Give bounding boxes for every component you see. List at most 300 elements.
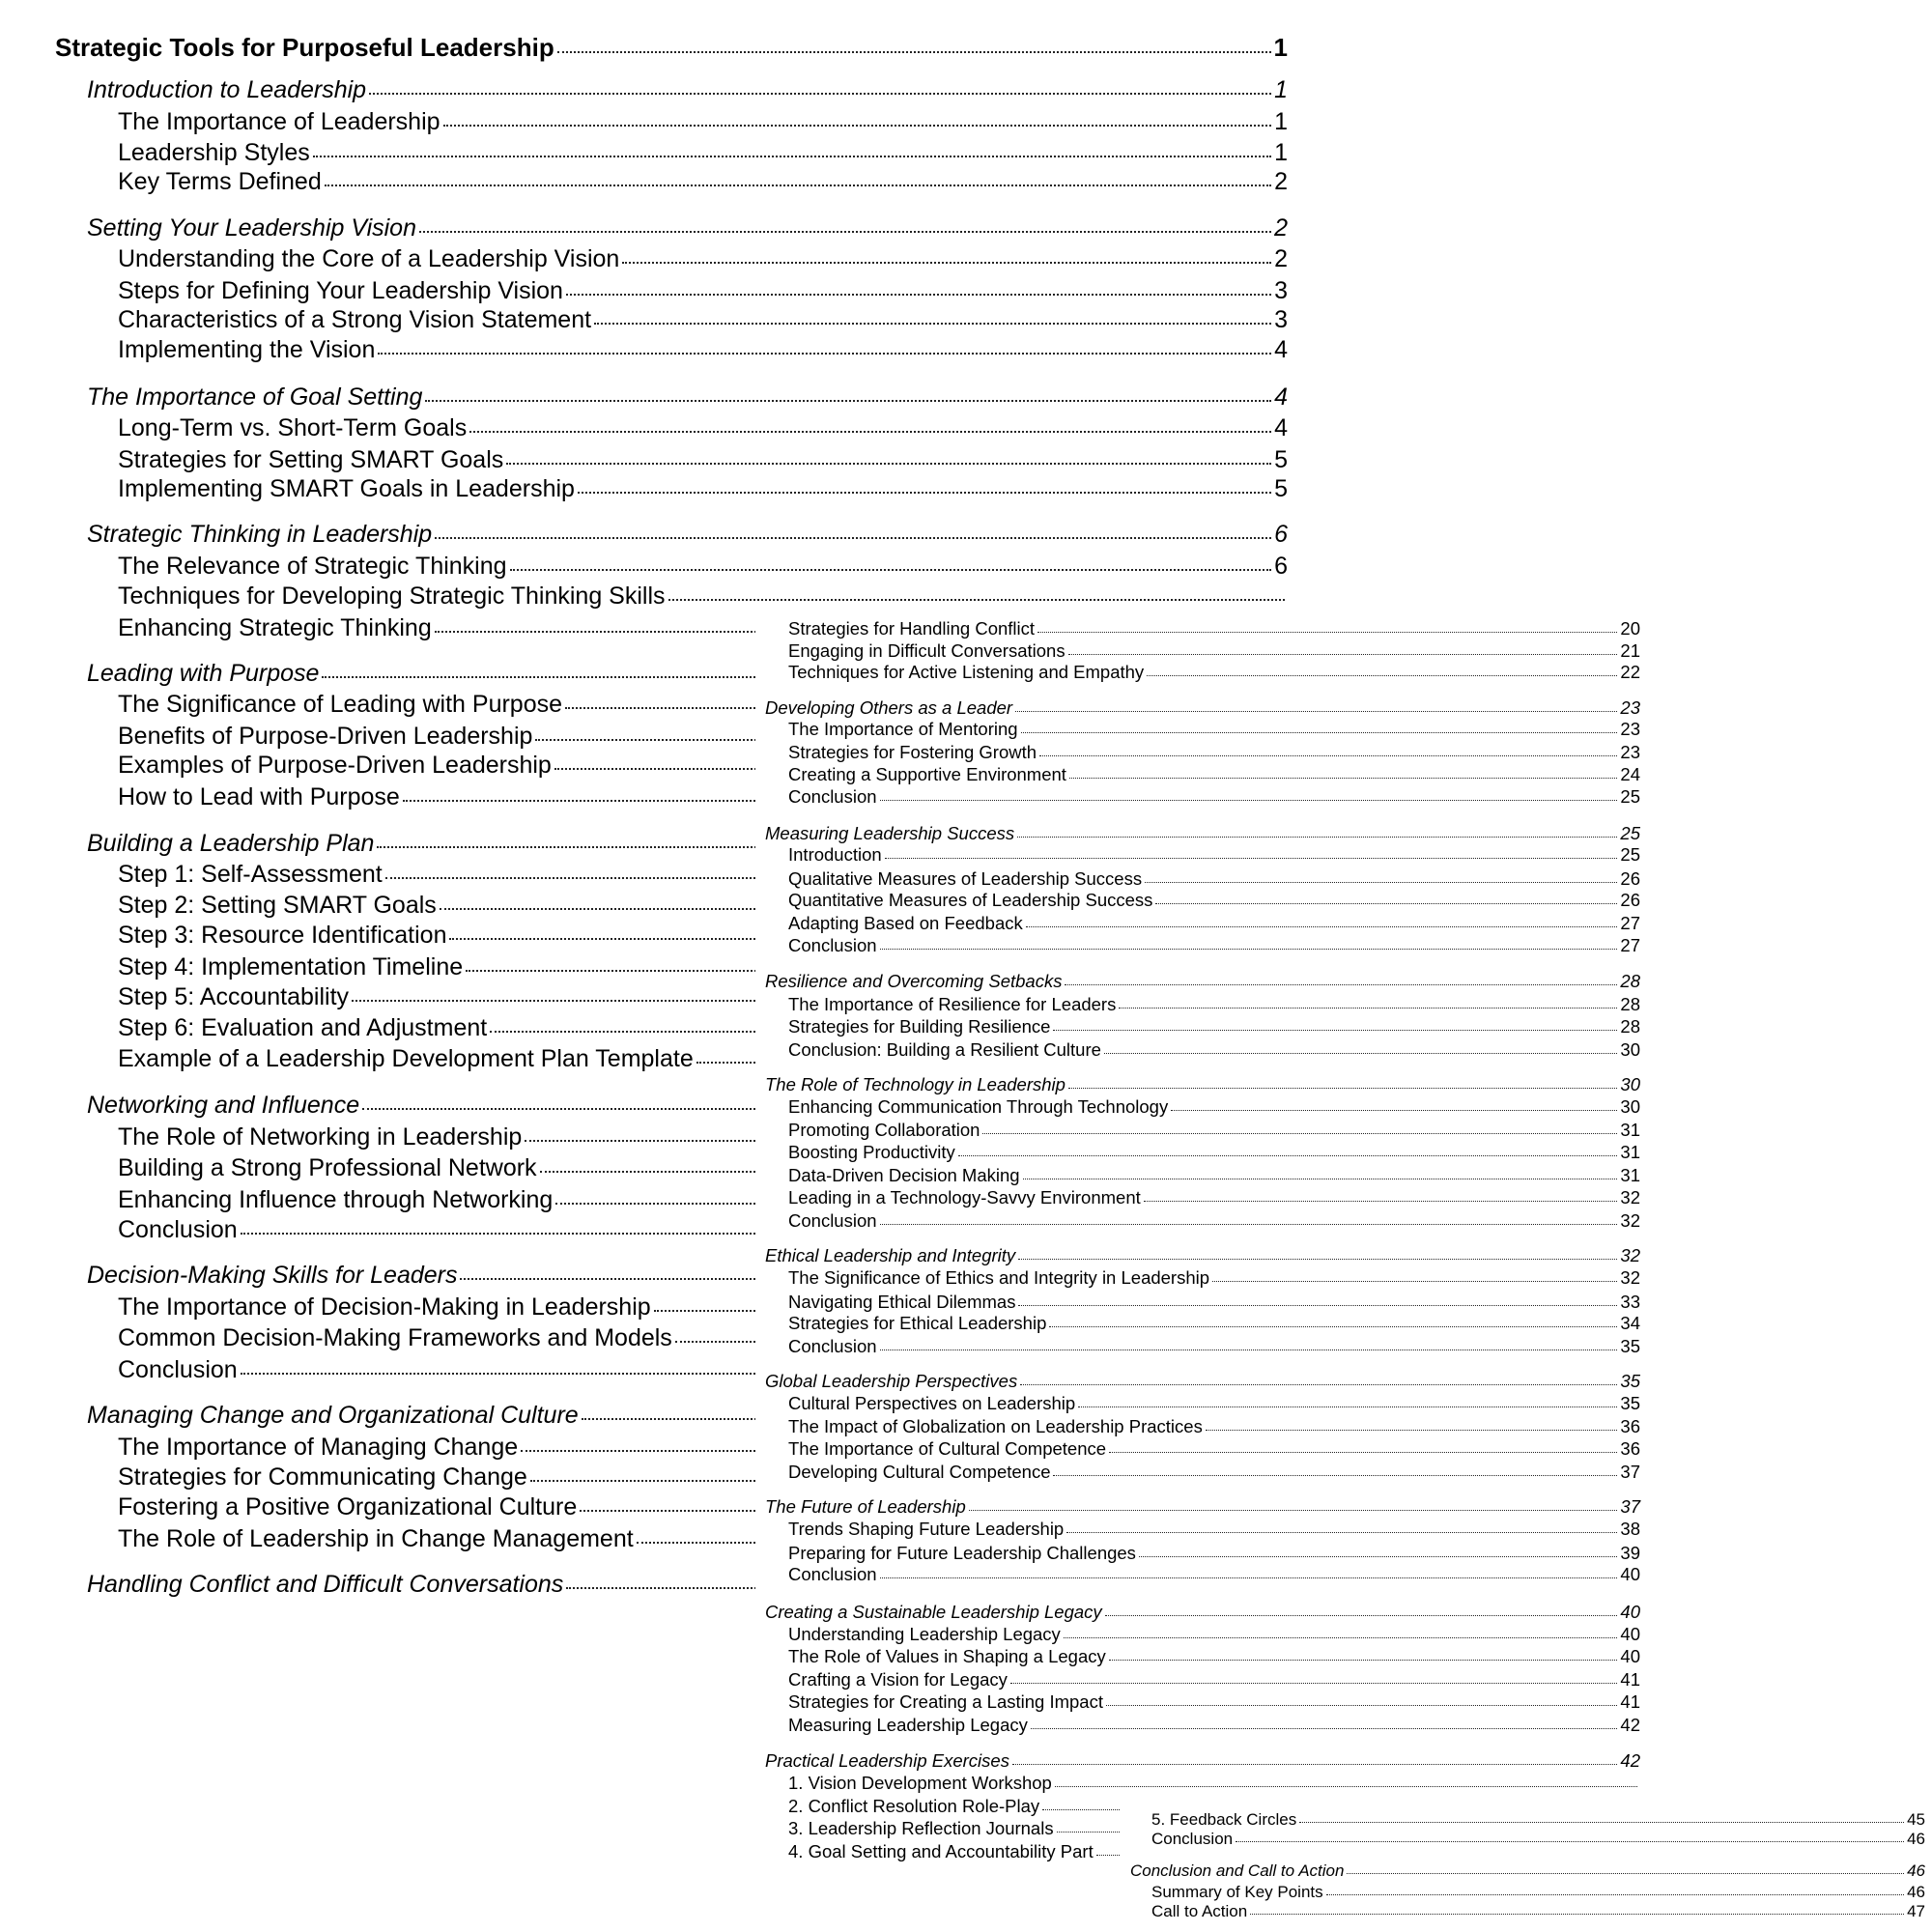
dot-leader [1066, 1531, 1617, 1533]
toc-entry-title: The Importance of Resilience for Leaders [788, 994, 1117, 1014]
toc-entry[interactable] [788, 994, 1640, 1015]
toc-entry-page: 25 [1620, 786, 1640, 807]
toc-entry-title: The Importance of Decision-Making in Leadership [118, 1293, 651, 1321]
toc-entry-page: 25 [1620, 823, 1640, 843]
toc-entry-title: Measuring Leadership Legacy [788, 1715, 1028, 1735]
toc-entry-title: Resilience and Overcoming Setbacks [765, 971, 1063, 991]
toc-entry-title: Common Decision-Making Frameworks and Models [118, 1324, 672, 1351]
toc-entry-title: The Role of Networking in Leadership [118, 1123, 523, 1151]
toc-entry-page: 30 [1620, 1096, 1640, 1117]
toc-entry-page: 40 [1620, 1564, 1640, 1584]
toc-entry-page: 37 [1620, 1496, 1640, 1517]
toc-entry[interactable] [788, 1715, 1640, 1736]
toc-entry-title: Step 4: Implementation Timeline [118, 953, 464, 980]
toc-entry-page: 46 [1907, 1883, 1925, 1901]
toc-entry[interactable] [788, 1393, 1640, 1414]
toc-entry[interactable] [788, 913, 1640, 934]
toc-entry-title: 5. Feedback Circles [1151, 1810, 1297, 1829]
toc-entry-title: The Importance of Managing Change [118, 1434, 519, 1461]
toc-entry-page: 36 [1620, 1438, 1640, 1459]
toc-entry-title: Strategies for Setting SMART Goals [118, 446, 504, 473]
toc-entry-title: Handling Conflict and Difficult Conversations [87, 1571, 564, 1598]
toc-entry[interactable] [788, 890, 1640, 911]
toc-entry-title: Summary of Key Points [1151, 1883, 1323, 1901]
dot-leader [1023, 1178, 1618, 1179]
toc-entry-page: 33 [1620, 1292, 1640, 1312]
toc-entry-page: 23 [1620, 697, 1640, 718]
toc-entry[interactable] [118, 414, 1288, 442]
toc-entry-page: 31 [1620, 1142, 1640, 1162]
toc-entry[interactable] [788, 1142, 1640, 1163]
dot-leader [1049, 1325, 1617, 1327]
toc-entry[interactable] [788, 1096, 1640, 1118]
toc-entry-title: Understanding Leadership Legacy [788, 1624, 1061, 1644]
toc-entry-title: Engaging in Difficult Conversations [788, 640, 1065, 661]
toc-entry-title: 4. Goal Setting and Accountability Part [788, 1841, 1094, 1861]
toc-entry[interactable] [765, 1371, 1640, 1392]
toc-entry-page: 35 [1620, 1393, 1640, 1413]
toc-entry-title: Leading in a Technology-Savvy Environment [788, 1187, 1141, 1208]
toc-entry-title: Strategies for Ethical Leadership [788, 1313, 1047, 1333]
toc-entry-page: 42 [1620, 1715, 1640, 1735]
toc-entry-title: Building a Strong Professional Network [118, 1154, 537, 1181]
toc-entry-page: 40 [1620, 1624, 1640, 1644]
toc-entry-title: Step 5: Accountability [118, 983, 350, 1010]
toc-entry[interactable] [788, 1624, 1640, 1645]
toc-entry[interactable] [118, 168, 1288, 196]
dot-leader [1010, 1682, 1617, 1684]
dot-leader [578, 491, 1271, 494]
toc-entry-title: Strategies for Fostering Growth [788, 742, 1037, 762]
dot-leader [1078, 1406, 1617, 1407]
toc-entry-title: Strategies for Communicating Change [118, 1463, 527, 1491]
toc-entry-title: Step 3: Resource Identification [118, 922, 447, 949]
toc-entry-page: 47 [1907, 1902, 1925, 1920]
dot-leader [1299, 1821, 1904, 1823]
toc-entry-page: 20 [1620, 618, 1640, 639]
toc-entry-page: 2 [1274, 168, 1288, 195]
toc-entry-title: Promoting Collaboration [788, 1120, 980, 1140]
dot-leader [1105, 1614, 1618, 1616]
toc-entry-title: Conclusion: Building a Resilient Culture [788, 1039, 1101, 1060]
toc-entry-title: Step 6: Evaluation and Adjustment [118, 1014, 488, 1041]
toc-entry-page: 23 [1620, 719, 1640, 739]
toc-entry-page: 41 [1620, 1691, 1640, 1712]
dot-leader [1068, 1087, 1617, 1089]
toc-entry-page: 46 [1907, 1830, 1925, 1848]
dot-leader [880, 1349, 1618, 1350]
toc-entry-title: Leadership Styles [118, 139, 310, 166]
toc-entry-page: 26 [1620, 890, 1640, 910]
dot-leader [1212, 1280, 1617, 1282]
dot-leader [1236, 1840, 1904, 1842]
toc-entry-title: Cultural Perspectives on Leadership [788, 1393, 1076, 1413]
toc-entry-title: Decision-Making Skills for Leaders [87, 1262, 458, 1289]
dot-leader [958, 1154, 1618, 1156]
toc-entry-page: 25 [1620, 844, 1640, 865]
dot-leader [419, 230, 1271, 233]
toc-entry-page: 21 [1620, 640, 1640, 661]
toc-entry[interactable] [788, 1187, 1640, 1208]
toc-entry-title: The Role of Values in Shaping a Legacy [788, 1646, 1106, 1666]
toc-entry-title: The Future of Leadership [765, 1496, 966, 1517]
dot-leader [622, 261, 1271, 264]
toc-entry-title: Conclusion and Call to Action [1130, 1861, 1345, 1880]
toc-entry[interactable] [788, 1416, 1640, 1437]
dot-leader [1021, 731, 1618, 733]
toc-entry-title: Understanding the Core of a Leadership Vision [118, 245, 620, 272]
toc-entry[interactable] [788, 1462, 1640, 1483]
dot-leader [378, 352, 1271, 355]
dot-leader [313, 155, 1271, 157]
toc-entry-page: 27 [1620, 935, 1640, 955]
dot-leader [506, 462, 1271, 465]
toc-entry-title: Strategies for Creating a Lasting Impact [788, 1691, 1103, 1712]
toc-entry-page: 35 [1620, 1336, 1640, 1356]
toc-entry[interactable] [118, 108, 1288, 136]
toc-entry-page: 1 [1274, 76, 1288, 103]
toc-entry-page: 5 [1274, 446, 1288, 473]
toc-entry-page: 6 [1274, 521, 1288, 548]
toc-entry[interactable] [788, 640, 1640, 662]
dot-leader [880, 799, 1618, 801]
toc-entry-title: Steps for Defining Your Leadership Vision [118, 277, 563, 304]
dot-leader [1145, 881, 1617, 883]
toc-entry-title: Introduction [788, 844, 882, 865]
toc-entry-title: Data-Driven Decision Making [788, 1165, 1020, 1185]
toc-entry-page: 4 [1274, 384, 1288, 411]
dot-leader [469, 430, 1271, 433]
toc-entry[interactable] [788, 1519, 1640, 1540]
toc-entry-page: 40 [1620, 1602, 1640, 1622]
dot-leader [668, 598, 1285, 601]
toc-entry[interactable] [765, 1074, 1640, 1095]
toc-entry-title: Long-Term vs. Short-Term Goals [118, 414, 468, 441]
dot-leader [1109, 1659, 1618, 1661]
dot-leader [1053, 1474, 1617, 1476]
toc-entry[interactable] [1151, 1883, 1925, 1902]
dot-leader [1018, 1304, 1617, 1306]
toc-entry-page: 28 [1620, 994, 1640, 1014]
toc-entry[interactable] [118, 336, 1288, 364]
dot-leader [1018, 1258, 1617, 1260]
toc-entry-title: Ethical Leadership and Integrity [765, 1245, 1016, 1265]
toc-entry[interactable] [788, 1336, 1640, 1357]
toc-entry-title: The Importance of Cultural Competence [788, 1438, 1107, 1459]
toc-entry-page: 3 [1274, 277, 1288, 304]
toc-entry[interactable] [765, 1750, 1640, 1772]
toc-entry[interactable] [788, 868, 1640, 890]
toc-entry-title: Benefits of Purpose-Driven Leadership [118, 723, 533, 750]
toc-entry[interactable] [788, 1165, 1640, 1186]
toc-entry[interactable] [118, 582, 1288, 611]
dot-leader [443, 124, 1272, 127]
toc-entry-page: 4 [1274, 336, 1288, 363]
dot-leader [1065, 983, 1617, 985]
toc-entry[interactable] [788, 1016, 1640, 1037]
toc-entry-page: 27 [1620, 913, 1640, 933]
toc-entry-page: 40 [1620, 1646, 1640, 1666]
toc-entry-title: Conclusion [1151, 1830, 1234, 1848]
toc-entry-page: 45 [1907, 1810, 1925, 1829]
toc-entry[interactable] [118, 245, 1288, 273]
dot-leader [1139, 1555, 1617, 1557]
toc-entry-title: Practical Leadership Exercises [765, 1750, 1009, 1771]
dot-leader [1055, 1785, 1637, 1787]
toc-entry-page: 28 [1620, 971, 1640, 991]
toc-entry-title: Qualitative Measures of Leadership Success [788, 868, 1143, 889]
dot-leader [1109, 1451, 1617, 1453]
toc-entry[interactable] [765, 1496, 1640, 1518]
toc-entry-title: 2. Conflict Resolution Role-Play [788, 1796, 1040, 1816]
toc-entry[interactable] [788, 1292, 1640, 1313]
toc-entry-title: Example of a Leadership Development Plan Template [118, 1045, 694, 1072]
dot-leader [557, 50, 1271, 53]
toc-entry[interactable] [788, 1543, 1640, 1564]
toc-entry[interactable] [87, 214, 1288, 242]
toc-entry-title: The Relevance of Strategic Thinking [118, 553, 507, 580]
toc-entry[interactable] [788, 1210, 1640, 1232]
toc-entry[interactable] [87, 521, 1288, 549]
toc-entry[interactable] [788, 618, 1640, 639]
toc-entry-title: Conclusion [118, 1216, 238, 1243]
toc-entry[interactable] [765, 1602, 1640, 1623]
toc-entry-title: Fostering a Positive Organizational Culture [118, 1493, 578, 1520]
toc-entry-title: Key Terms Defined [118, 168, 322, 195]
toc-entry-title: Strategic Thinking in Leadership [87, 521, 433, 548]
toc-entry-page: 37 [1620, 1462, 1640, 1482]
toc-entry[interactable] [788, 1313, 1640, 1334]
toc-page-3 [1121, 1799, 1932, 1932]
toc-entry-page: 2 [1274, 214, 1288, 242]
toc-entry-page: 31 [1620, 1165, 1640, 1185]
toc-entry[interactable] [118, 475, 1288, 503]
dot-leader [969, 1509, 1618, 1511]
toc-entry-title: Setting Your Leadership Vision [87, 214, 416, 242]
toc-entry[interactable] [788, 844, 1640, 866]
dot-leader [1053, 1029, 1617, 1031]
toc-entry-title: Adapting Based on Feedback [788, 913, 1023, 933]
toc-entry-title: The Significance of Ethics and Integrity in Leadership [788, 1267, 1210, 1288]
toc-entry-title: Building a Leadership Plan [87, 830, 375, 857]
toc-entry[interactable] [788, 1039, 1640, 1061]
toc-entry-page: 46 [1907, 1861, 1925, 1880]
toc-entry[interactable] [788, 1773, 1640, 1794]
toc-entry-title: Creating a Supportive Environment [788, 764, 1066, 784]
toc-entry[interactable] [765, 1245, 1640, 1266]
toc-entry[interactable] [788, 1120, 1640, 1141]
toc-entry-title: Techniques for Developing Strategic Thinking Skills [118, 582, 666, 610]
toc-entry[interactable] [788, 662, 1640, 683]
dot-leader [1206, 1429, 1618, 1431]
toc-entry-title: The Importance of Mentoring [788, 719, 1018, 739]
dot-leader [880, 948, 1618, 950]
toc-entry[interactable] [765, 971, 1640, 992]
dot-leader [1020, 1383, 1617, 1385]
toc-entry-page: 32 [1620, 1210, 1640, 1231]
toc-entry-title: 1. Vision Development Workshop [788, 1773, 1052, 1793]
toc-entry-page: 1 [1274, 139, 1288, 166]
toc-entry[interactable] [765, 697, 1640, 719]
toc-entry-page: 38 [1620, 1519, 1640, 1539]
toc-entry[interactable] [118, 139, 1288, 167]
toc-entry-title: Crafting a Vision for Legacy [788, 1669, 1008, 1690]
toc-entry[interactable] [788, 764, 1640, 785]
toc-entry-title: The Importance of Leadership [118, 108, 440, 135]
toc-entry[interactable] [118, 553, 1288, 581]
toc-entry-page: 32 [1620, 1267, 1640, 1288]
toc-entry-title: Call to Action [1151, 1902, 1248, 1920]
toc-entry-title: Step 1: Self-Assessment [118, 861, 383, 888]
toc-entry-title: Step 2: Setting SMART Goals [118, 892, 437, 919]
toc-entry-title: The Role of Leadership in Change Management [118, 1525, 634, 1552]
dot-leader [510, 568, 1272, 571]
toc-entry-title: Navigating Ethical Dilemmas [788, 1292, 1016, 1312]
toc-entry-title: Examples of Purpose-Driven Leadership [118, 752, 552, 779]
toc-entry-title: Quantitative Measures of Leadership Success [788, 890, 1153, 910]
toc-entry-title: The Significance of Leading with Purpose [118, 691, 563, 718]
toc-entry-title: Developing Others as a Leader [765, 697, 1013, 718]
dot-leader [566, 293, 1271, 296]
toc-entry-title: 3. Leadership Reflection Journals [788, 1818, 1054, 1838]
toc-entry-title: Strategic Tools for Purposeful Leadership [55, 33, 554, 62]
toc-entry[interactable] [118, 277, 1288, 305]
toc-entry-title: Creating a Sustainable Leadership Legacy [765, 1602, 1102, 1622]
toc-entry-page: 30 [1620, 1074, 1640, 1094]
toc-entry[interactable] [1151, 1902, 1925, 1921]
dot-leader [1064, 1636, 1618, 1638]
dot-leader [1171, 1109, 1617, 1111]
toc-entry-title: Techniques for Active Listening and Empathy [788, 662, 1145, 682]
toc-entry-title: Implementing SMART Goals in Leadership [118, 475, 575, 502]
toc-entry[interactable] [1130, 1861, 1925, 1881]
toc-entry-page: 22 [1620, 662, 1640, 682]
dot-leader [1039, 754, 1617, 756]
toc-entry-page: 5 [1274, 475, 1288, 502]
toc-entry-title: Introduction to Leadership [87, 76, 367, 103]
toc-entry[interactable] [788, 1267, 1640, 1289]
toc-entry-page: 28 [1620, 1016, 1640, 1037]
dot-leader [1012, 1763, 1617, 1765]
toc-entry-page: 24 [1620, 764, 1640, 784]
toc-entry[interactable] [788, 1691, 1640, 1713]
toc-entry-page: 30 [1620, 1039, 1640, 1060]
dot-leader [880, 1577, 1618, 1578]
toc-entry[interactable] [788, 1564, 1640, 1585]
toc-entry-title: The Role of Technology in Leadership [765, 1074, 1065, 1094]
toc-entry-page: 31 [1620, 1120, 1640, 1140]
dot-leader [1347, 1872, 1904, 1874]
dot-leader [1026, 925, 1618, 927]
toc-entry-title: Conclusion [788, 1210, 877, 1231]
toc-entry[interactable] [788, 935, 1640, 956]
toc-entry-title: Conclusion [788, 935, 877, 955]
toc-entry-title: Enhancing Communication Through Technology [788, 1096, 1169, 1117]
toc-entry-page: 6 [1274, 553, 1288, 580]
toc-entry-title: The Impact of Globalization on Leadership Practices [788, 1416, 1203, 1436]
toc-entry[interactable] [87, 76, 1288, 104]
toc-entry-title: Strategies for Handling Conflict [788, 618, 1036, 639]
toc-entry-page: 32 [1620, 1245, 1640, 1265]
toc-entry-page: 41 [1620, 1669, 1640, 1690]
toc-entry-page: 23 [1620, 742, 1640, 762]
toc-entry-title: Enhancing Influence through Networking [118, 1186, 554, 1213]
toc-entry-page: 3 [1274, 306, 1288, 333]
toc-entry[interactable] [788, 1438, 1640, 1460]
toc-entry-title: Strategies for Building Resilience [788, 1016, 1051, 1037]
toc-entry[interactable] [788, 1646, 1640, 1667]
toc-entry[interactable] [788, 1669, 1640, 1690]
toc-entry-title: Characteristics of a Strong Vision Statement [118, 306, 592, 333]
toc-entry-title: Enhancing Strategic Thinking [118, 614, 432, 641]
toc-entry[interactable] [788, 719, 1640, 740]
toc-entry-page: 42 [1620, 1750, 1640, 1771]
toc-entry-title: Conclusion [788, 786, 877, 807]
dot-leader [1250, 1913, 1904, 1915]
toc-entry[interactable] [1151, 1810, 1925, 1830]
dot-leader [1119, 1007, 1617, 1009]
toc-entry-title: Preparing for Future Leadership Challenges [788, 1543, 1136, 1563]
toc-entry-page: 36 [1620, 1416, 1640, 1436]
toc-entry[interactable] [118, 306, 1288, 334]
toc-entry-page: 39 [1620, 1543, 1640, 1563]
toc-entry-title: The Importance of Goal Setting [87, 384, 423, 411]
toc-entry-page: 4 [1274, 414, 1288, 441]
dot-leader [1106, 1704, 1617, 1706]
toc-entry[interactable] [788, 742, 1640, 763]
dot-leader [1068, 653, 1618, 655]
toc-entry-title: Conclusion [788, 1564, 877, 1584]
dot-leader [1017, 836, 1617, 838]
dot-leader [369, 92, 1271, 95]
toc-entry[interactable] [1151, 1830, 1925, 1849]
dot-leader [594, 322, 1271, 325]
toc-entry-title: Global Leadership Perspectives [765, 1371, 1018, 1391]
toc-entry-title: Trends Shaping Future Leadership [788, 1519, 1065, 1539]
toc-entry[interactable] [55, 33, 1288, 63]
toc-entry-page: 35 [1620, 1371, 1640, 1391]
dot-leader [1069, 777, 1617, 779]
dot-leader [880, 1223, 1618, 1225]
toc-entry-title: How to Lead with Purpose [118, 783, 400, 810]
toc-page-2 [755, 611, 1663, 1867]
dot-leader [1015, 710, 1617, 712]
toc-entry-title: Developing Cultural Competence [788, 1462, 1051, 1482]
toc-entry-title: Conclusion [118, 1356, 238, 1383]
toc-entry-title: Networking and Influence [87, 1092, 360, 1119]
toc-entry-page: 2 [1274, 245, 1288, 272]
toc-entry-page: 1 [1273, 33, 1288, 62]
toc-entry[interactable] [87, 384, 1288, 412]
toc-entry-title: Implementing the Vision [118, 336, 376, 363]
dot-leader [435, 536, 1271, 539]
dot-leader [982, 1132, 1617, 1134]
toc-entry-page: 34 [1620, 1313, 1640, 1333]
dot-leader [1031, 1727, 1618, 1729]
dot-leader [1104, 1052, 1618, 1054]
toc-entry[interactable] [788, 786, 1640, 808]
toc-entry-title: Boosting Productivity [788, 1142, 955, 1162]
toc-entry-title: Managing Change and Organizational Culture [87, 1402, 579, 1429]
dot-leader [1155, 902, 1617, 904]
toc-entry[interactable] [118, 446, 1288, 474]
dot-leader [1144, 1200, 1618, 1202]
toc-entry-title: Leading with Purpose [87, 660, 320, 687]
dot-leader [425, 399, 1271, 402]
dot-leader [885, 857, 1618, 859]
toc-entry[interactable] [765, 823, 1640, 844]
dot-leader [1037, 631, 1617, 633]
